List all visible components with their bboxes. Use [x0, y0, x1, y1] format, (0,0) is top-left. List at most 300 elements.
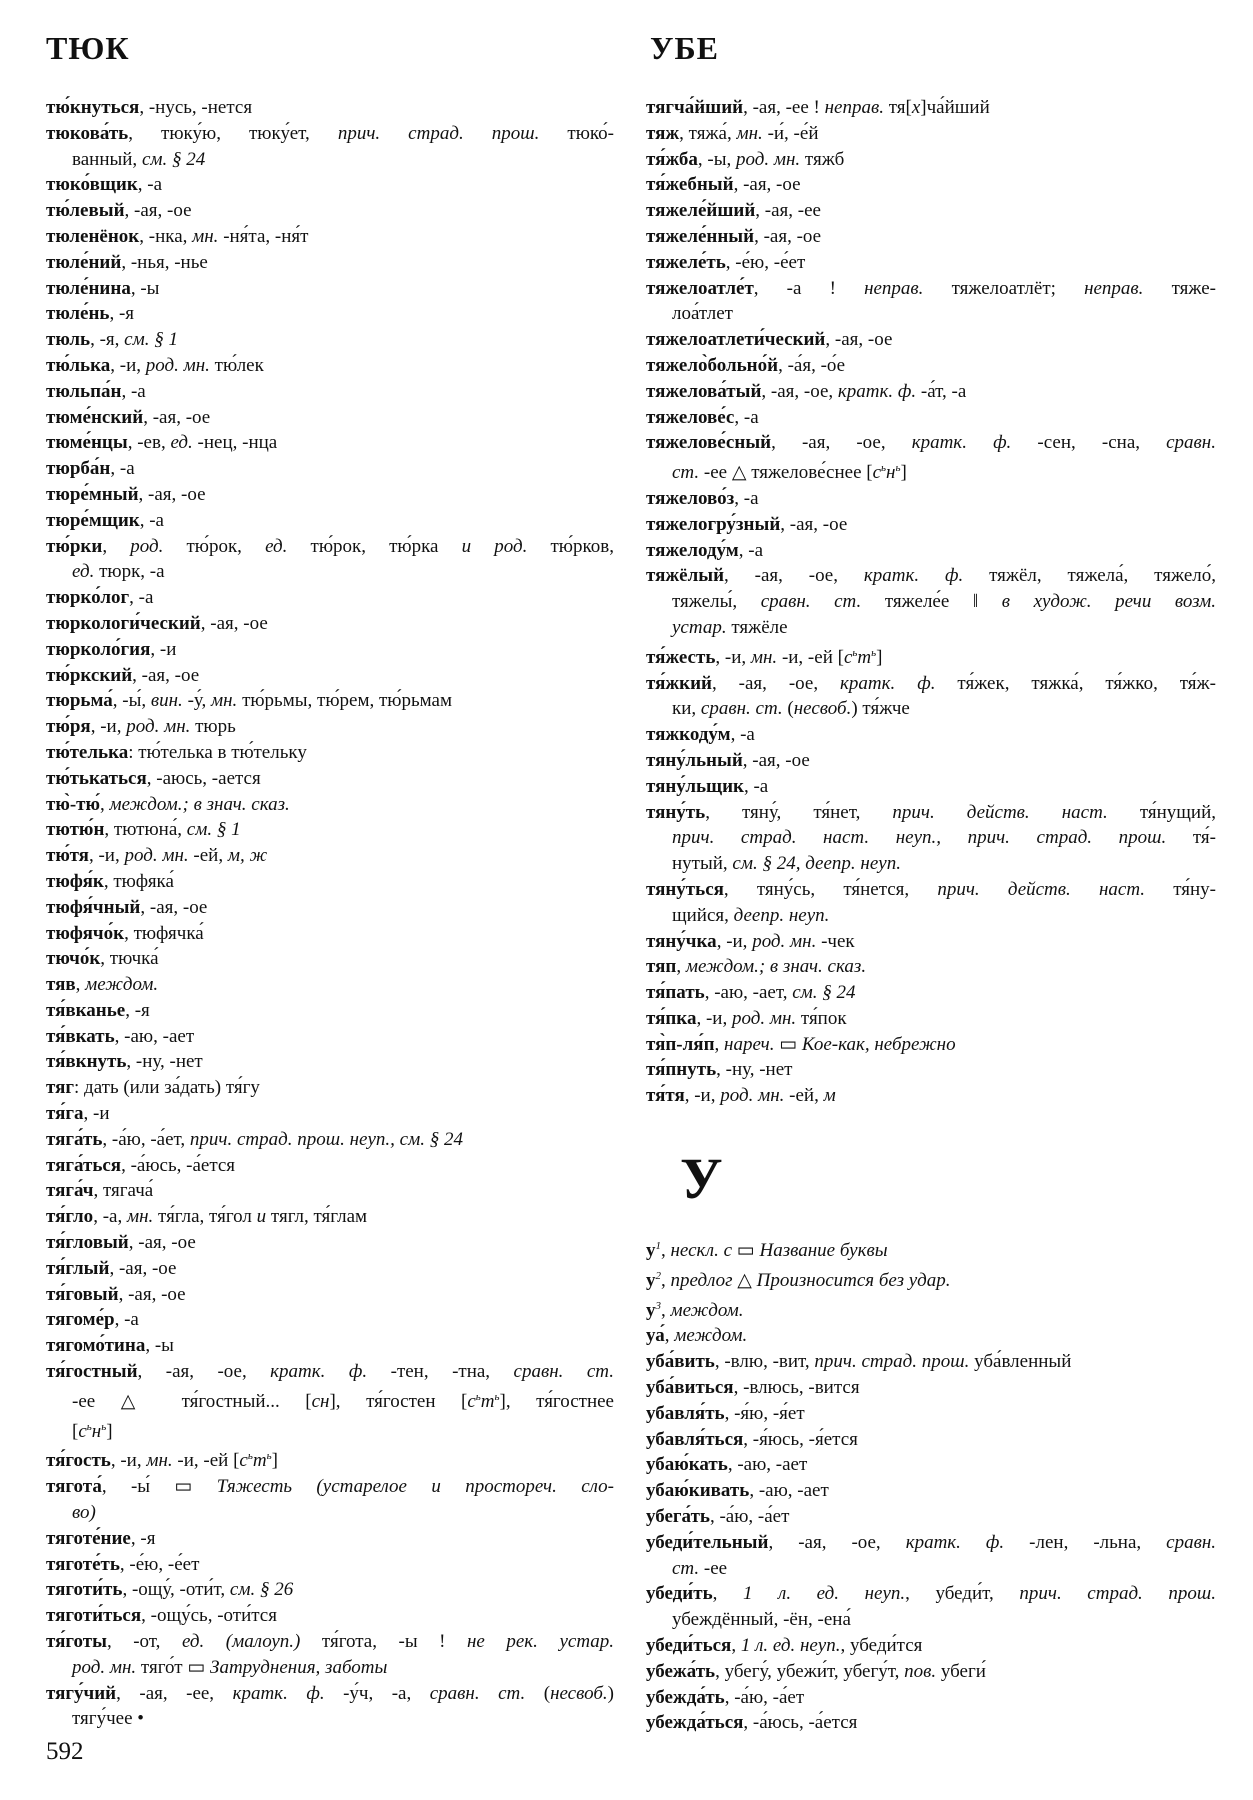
page-number: 592 [46, 1738, 84, 1765]
entry-text: , -ая, -ое, [768, 1531, 906, 1553]
dictionary-entry [646, 1234, 1216, 1264]
grammar-label: м [823, 1085, 836, 1107]
entry-text: ▭ [732, 1240, 760, 1261]
headword: тяжеле́нный [646, 225, 755, 247]
entry-text: тюрь [190, 716, 236, 738]
entry-line [46, 1127, 614, 1153]
grammar-label: неправ. [1084, 277, 1144, 299]
entry-text: , -я́юсь, -я́ется [743, 1428, 858, 1450]
entry-line [646, 1234, 1216, 1264]
entry-text: , -и, [110, 354, 146, 376]
grammar-label: м, ж [227, 845, 268, 867]
entry-text: тю́рок, [163, 535, 266, 557]
grammar-label: неправ. [824, 97, 884, 118]
entry-text: , -ая, -ое, [711, 672, 841, 694]
entry-line [46, 1256, 614, 1282]
grammar-label: сравн. ст. [760, 591, 862, 613]
entry-text: ) [607, 1682, 614, 1704]
entry-line [646, 825, 1216, 851]
entry-text: ванный, [72, 148, 142, 170]
entry-text: тяжелоатлёт; [923, 277, 1085, 299]
dictionary-entry [646, 95, 1216, 121]
headword: убежда́ться [646, 1712, 744, 1734]
grammar-label: и [256, 1206, 267, 1228]
entry-text: , -ая, -ое [124, 200, 192, 222]
entry-text: тя́жек, тяжка́, тя́жко, тя́ж- [935, 672, 1216, 694]
grammar-label: см. § 26 [229, 1579, 294, 1601]
dictionary-entry [646, 1323, 1216, 1349]
grammar-label: кратк. ф. [863, 565, 964, 587]
dictionary-entry [46, 1681, 614, 1733]
entry-line [646, 671, 1216, 697]
grammar-label: кратк. ф. [232, 1682, 325, 1704]
entry-text: , [664, 1325, 675, 1347]
entry-text: , -а́юсь, -а́ется [121, 1154, 236, 1176]
grammar-label: пов. [904, 1660, 937, 1682]
entry-text: тягл, тя́глам [266, 1206, 368, 1228]
entry-text: , тягача́ [93, 1180, 154, 1202]
entry-line [46, 1178, 614, 1204]
headword: тя́пнуть [646, 1059, 717, 1081]
dictionary-entry [46, 1474, 614, 1526]
entry-text: ] [271, 1450, 278, 1472]
headword: тя́вкнуть [46, 1051, 127, 1073]
headword: тя́гло [46, 1206, 94, 1228]
entry-line [46, 1552, 614, 1578]
entry-text: , -ы, [697, 148, 736, 170]
entry-text: , -аю, -ает [749, 1480, 829, 1502]
grammar-label: прич. страд. прош. [814, 1351, 970, 1373]
entry-text: , -ая, -ое [109, 1257, 177, 1279]
grammar-label: с [78, 1420, 87, 1442]
entry-text: , тяжа́, [679, 122, 737, 144]
headword: тяготе́ть [46, 1553, 120, 1575]
headword: тюрколо́гия [46, 638, 151, 660]
dictionary-entry [46, 688, 614, 714]
entry-line [646, 1264, 1216, 1294]
grammar-label: прич. страд. прош. [337, 122, 540, 144]
superscript: ь [86, 1420, 92, 1433]
headword: тяжелове́сный [646, 432, 772, 454]
dictionary-entry [46, 276, 614, 302]
entry-line [646, 1452, 1216, 1478]
headword: тюме́нцы [46, 432, 128, 454]
headword: тюле́нина [46, 277, 131, 299]
headword: тяп [646, 956, 677, 978]
entry-text: , -ая, -ое [128, 1232, 196, 1254]
headword: тю́телька [46, 741, 129, 763]
entry-line [46, 198, 614, 224]
entry-line [46, 1681, 614, 1707]
entry-line [46, 998, 614, 1024]
entry-text: , [731, 1634, 741, 1656]
dictionary-entry [646, 1504, 1216, 1530]
entry-line [46, 1153, 614, 1179]
headword: убеди́ть [646, 1583, 713, 1605]
entry-text: , -и, [684, 1085, 721, 1107]
grammar-label: с [872, 462, 882, 484]
entry-line [46, 456, 614, 482]
dictionary-entry [46, 921, 614, 947]
entry-text: , -нка, [139, 225, 193, 247]
dictionary-entry [646, 147, 1216, 173]
entry-text: : дать (или за́дать) тя́гу [74, 1077, 260, 1099]
dictionary-entry [46, 585, 614, 611]
entry-line [46, 1307, 614, 1333]
headword: тяжеле́ть [646, 251, 726, 273]
headword: тяжелово́з [646, 487, 735, 509]
headword: тя́говый [46, 1283, 119, 1305]
entry-line [646, 1083, 1216, 1109]
entry-line [646, 538, 1216, 564]
entry-line [646, 1685, 1216, 1711]
headword: тяготе́ние [46, 1527, 131, 1549]
entry-text: , -ая, -ее [755, 200, 821, 222]
dictionary-entry [46, 972, 614, 998]
dictionary-entry [46, 1049, 614, 1075]
grammar-label: и род. [461, 535, 528, 557]
entry-line [46, 869, 614, 895]
grammar-label: мн. [211, 690, 238, 712]
headword: уа́ [646, 1325, 665, 1347]
entry-text: , -я, [90, 329, 125, 351]
grammar-label: нареч. [724, 1033, 775, 1055]
entry-text: , -я [109, 303, 135, 325]
headword: тяжкоду́м [646, 724, 731, 746]
headword: тя́глый [46, 1257, 110, 1279]
dictionary-entry [646, 1452, 1216, 1478]
dictionary-entry [46, 792, 614, 818]
headword: тюрко́лог [46, 587, 130, 609]
entry-text: , -а [734, 406, 759, 428]
grammar-label: см. § 24, деепр. неуп. [732, 853, 901, 875]
entry-text: ки, [672, 698, 701, 720]
entry-text: -ее △ тяжелове́снее [ [699, 462, 873, 484]
superscript: ь [247, 1450, 253, 1463]
entry-text: тя́ну- [1145, 878, 1216, 900]
entry-text: тя́гота, -ы ! [300, 1631, 467, 1653]
grammar-label: мн. [192, 225, 219, 247]
entry-line [46, 224, 614, 250]
entry-line [646, 1530, 1216, 1556]
dictionary-entry [646, 172, 1216, 198]
dictionary-entry [46, 946, 614, 972]
entry-line [646, 1504, 1216, 1530]
grammar-label: т [857, 646, 872, 668]
entry-line [646, 301, 1216, 327]
entry-line [46, 585, 614, 611]
entry-text: -лен, -льна, [1004, 1531, 1167, 1553]
dictionary-entry [46, 714, 614, 740]
entry-line [46, 147, 614, 173]
dictionary-entry [46, 611, 614, 637]
grammar-label: с [239, 1450, 248, 1472]
entry-text: тяжеле́е ‖ [861, 591, 1002, 613]
dictionary-entry [646, 121, 1216, 147]
entry-text: , -ая, -ое [780, 513, 848, 535]
headword: тю́рки [46, 535, 103, 557]
headword: тяжелоду́м [646, 539, 739, 561]
dictionary-entry [646, 1659, 1216, 1685]
headword: тяжелове́с [646, 406, 735, 428]
grammar-label: мн. [126, 1206, 154, 1228]
entry-text: ]ча́йший [920, 97, 990, 118]
dictionary-entry [646, 1581, 1216, 1633]
entry-line [46, 172, 614, 198]
dictionary-entry [646, 800, 1216, 877]
entry-line [646, 512, 1216, 538]
entry-text: -тен, -тна, [367, 1361, 514, 1383]
entry-text: , -а [137, 174, 163, 196]
entry-text: , -а [114, 1309, 139, 1331]
superscript: ь [852, 646, 858, 659]
entry-text: , -влю, -вит, [714, 1351, 815, 1373]
headword: тяну́чка [646, 930, 717, 952]
entry-line [46, 250, 614, 276]
grammar-label: сравн. [1166, 432, 1216, 454]
entry-text: ▭ [774, 1033, 802, 1055]
right-column [646, 95, 1216, 1109]
dictionary-entry [646, 198, 1216, 224]
entry-text: лоа́тлет [672, 303, 733, 325]
grammar-label: несвоб. [793, 698, 852, 720]
grammar-label: т [252, 1450, 267, 1472]
headword: убега́ть [646, 1505, 710, 1527]
grammar-label: см. § 1 [186, 819, 241, 841]
entry-text: -сен, -сна, [1011, 432, 1167, 454]
entry-text: ], тя́гостен [ [329, 1390, 468, 1412]
entry-line [46, 843, 614, 869]
dictionary-entry [46, 224, 614, 250]
dictionary-entry [46, 895, 614, 921]
entry-text: , -ая, -ое [754, 225, 822, 247]
grammar-label: ед. [265, 535, 288, 557]
entry-line [46, 1526, 614, 1552]
grammar-label: род. мн. [126, 716, 191, 738]
entry-line [46, 817, 614, 843]
dictionary-entry [646, 327, 1216, 353]
entry-text: , -ая, -ое [118, 1283, 186, 1305]
entry-line [646, 563, 1216, 589]
entry-text: , -аюсь, -ается [146, 767, 261, 789]
grammar-label: н [886, 462, 896, 484]
entry-text: , -ы [130, 277, 160, 299]
dictionary-entry [46, 327, 614, 353]
entry-text: , -ая, -ое [733, 174, 801, 196]
headword: уба́вить [646, 1351, 715, 1373]
entry-line [646, 641, 1216, 671]
headword: тю́ря [46, 716, 91, 738]
entry-text: , -нусь, -нется [139, 97, 253, 118]
entry-text: , -ая, -ое [140, 896, 208, 918]
entry-text: -ей, [784, 1085, 824, 1107]
headword: у [646, 1240, 656, 1261]
headword: тюфя́к [46, 870, 104, 892]
dictionary-entry [46, 95, 614, 121]
entry-line [46, 1282, 614, 1308]
entry-text: , -а [129, 587, 154, 609]
superscript: ь [266, 1450, 272, 1463]
entry-text: , -ая, -ое [132, 664, 200, 686]
dictionary-entry [646, 774, 1216, 800]
headword: тя́пка [646, 1007, 697, 1029]
entry-text: , -а́ю, -а́ет, [102, 1128, 190, 1150]
dictionary-entry [646, 1685, 1216, 1711]
grammar-label: см. § 1 [124, 329, 178, 351]
entry-line [646, 980, 1216, 1006]
grammar-label: во) [72, 1502, 96, 1524]
entry-line [646, 1427, 1216, 1453]
superscript: 1 [655, 1240, 661, 1252]
entry-text: , тюку́ю, тюку́ет, [128, 122, 338, 144]
entry-line [646, 224, 1216, 250]
entry-text: , -а [121, 380, 146, 402]
entry-line [646, 1710, 1216, 1736]
running-head-left: ТЮК [46, 30, 130, 66]
dictionary-entry [46, 121, 614, 173]
entry-text: -нец, -нца [192, 432, 278, 454]
grammar-label: кратк. ф. [911, 432, 1012, 454]
headword: тяну́ть [646, 801, 706, 823]
grammar-label: мн. [146, 1450, 173, 1472]
headword: тюме́нский [46, 406, 144, 428]
dictionary-entry [646, 1294, 1216, 1324]
entry-text: , [714, 1033, 725, 1055]
grammar-label: ед. [170, 432, 193, 454]
entry-line [46, 405, 614, 431]
dictionary-entry [46, 1333, 614, 1359]
headword: тяг [46, 1077, 74, 1099]
entry-text: тяжб [800, 148, 845, 170]
entry-line [646, 1556, 1216, 1582]
entry-line [646, 903, 1216, 929]
headword: убаю́кать [646, 1454, 728, 1476]
superscript: ь [475, 1390, 481, 1403]
grammar-label: род. мн. [735, 148, 801, 170]
grammar-label: прич. страд. наст. неуп., прич. страд. прош. [672, 827, 1167, 849]
entry-line [646, 121, 1216, 147]
headword: тюль [46, 329, 91, 351]
entry-line [46, 379, 614, 405]
left-column [46, 95, 614, 1732]
headword: тя̀п-ля́п [646, 1033, 715, 1055]
grammar-label: междом.; в знач. сказ. [685, 956, 867, 978]
headword: тя́тя [646, 1085, 685, 1107]
entry-line [46, 1101, 614, 1127]
headword: тю́кнуться [46, 97, 140, 118]
entry-line [46, 1444, 614, 1474]
entry-text: ], тя́гостнее [499, 1390, 614, 1412]
entry-text: , -аю, -ает [727, 1454, 808, 1476]
dictionary-entry [46, 250, 614, 276]
entry-text: нутый, [672, 853, 733, 875]
grammar-label: с [467, 1390, 476, 1412]
headword: тюре́мный [46, 483, 139, 505]
dictionary-entry [646, 1633, 1216, 1659]
grammar-label: кратк. ф. [270, 1361, 368, 1383]
headword: тюркологи́ческий [46, 612, 201, 634]
entry-line [46, 1049, 614, 1075]
entry-line [646, 877, 1216, 903]
grammar-label: в худож. речи возм. [1001, 591, 1216, 613]
grammar-label: предлог [670, 1269, 733, 1291]
entry-text: -у́ч, -а, [324, 1682, 430, 1704]
headword: тяжелоатлети́ческий [646, 329, 826, 351]
entry-text: ] [900, 462, 907, 484]
entry-text: , [102, 535, 131, 557]
dictionary-entry [46, 1230, 614, 1256]
dictionary-entry [46, 998, 614, 1024]
entry-line [46, 1359, 614, 1385]
entry-text: , тютюна́, [104, 819, 187, 841]
running-head-right: УБЕ [650, 30, 719, 66]
headword: тя́пать [646, 982, 705, 1004]
headword: тюленёнок [46, 225, 140, 247]
grammar-label: ед. (малоуп.) [181, 1631, 301, 1653]
grammar-label: кратк. ф. [905, 1531, 1005, 1553]
entry-text: , [661, 1269, 671, 1291]
dictionary-entry [646, 929, 1216, 955]
entry-text: тю́рок, тю́рка [287, 535, 462, 557]
dictionary-entry [46, 172, 614, 198]
entry-text: тю́лек [209, 354, 264, 376]
entry-text: , тяну́, тя́нет, [705, 801, 893, 823]
headword: тя́гловый [46, 1232, 129, 1254]
entry-line [646, 486, 1216, 512]
headword: тягоме́р [46, 1309, 115, 1331]
grammar-label: ед. [72, 561, 95, 583]
dictionary-entry [46, 1603, 614, 1629]
headword: убеди́ться [646, 1634, 732, 1656]
entry-text: , -ая, -ое [825, 329, 893, 351]
dictionary-entry [46, 1153, 614, 1179]
dictionary-entry [46, 1444, 614, 1474]
entry-text: , -и, [715, 646, 751, 668]
entry-text: , -нья, -нье [121, 251, 208, 273]
grammar-label: прич. страд. прош. неуп., см. § 24 [189, 1128, 463, 1150]
entry-line [46, 559, 614, 585]
grammar-label: нескл. с [670, 1240, 733, 1261]
entry-text: , -ая, -ое [742, 749, 810, 771]
entry-line [46, 1655, 614, 1681]
headword: убаю́кивать [646, 1480, 750, 1502]
headword: тяга́ть [46, 1128, 103, 1150]
grammar-label: 1 л. ед. неуп. [740, 1634, 841, 1656]
headword: тя́вкать [46, 1025, 115, 1047]
superscript: ь [494, 1390, 500, 1403]
dictionary-entry [46, 534, 614, 586]
headword: тю́лька [46, 354, 111, 376]
entry-text: тя́гла, тя́гол [153, 1206, 257, 1228]
entry-line [646, 774, 1216, 800]
grammar-label: ст. [672, 462, 700, 484]
entry-line [46, 276, 614, 302]
entry-line [646, 1607, 1216, 1633]
entry-line [646, 250, 1216, 276]
headword: тя́готы [46, 1631, 107, 1653]
entry-text: убеги́ [936, 1660, 986, 1682]
entry-line [646, 696, 1216, 722]
grammar-label: ст. [672, 1557, 700, 1579]
entry-text: : тю́телька в тю́тельку [128, 741, 307, 763]
entry-text: тя́- [1166, 827, 1216, 849]
entry-line [46, 972, 614, 998]
superscript: ь [101, 1420, 107, 1433]
dictionary-entry [646, 1375, 1216, 1401]
dictionary-entry [646, 748, 1216, 774]
entry-text: щийся, [672, 904, 734, 926]
entry-text: , -а [110, 458, 135, 480]
